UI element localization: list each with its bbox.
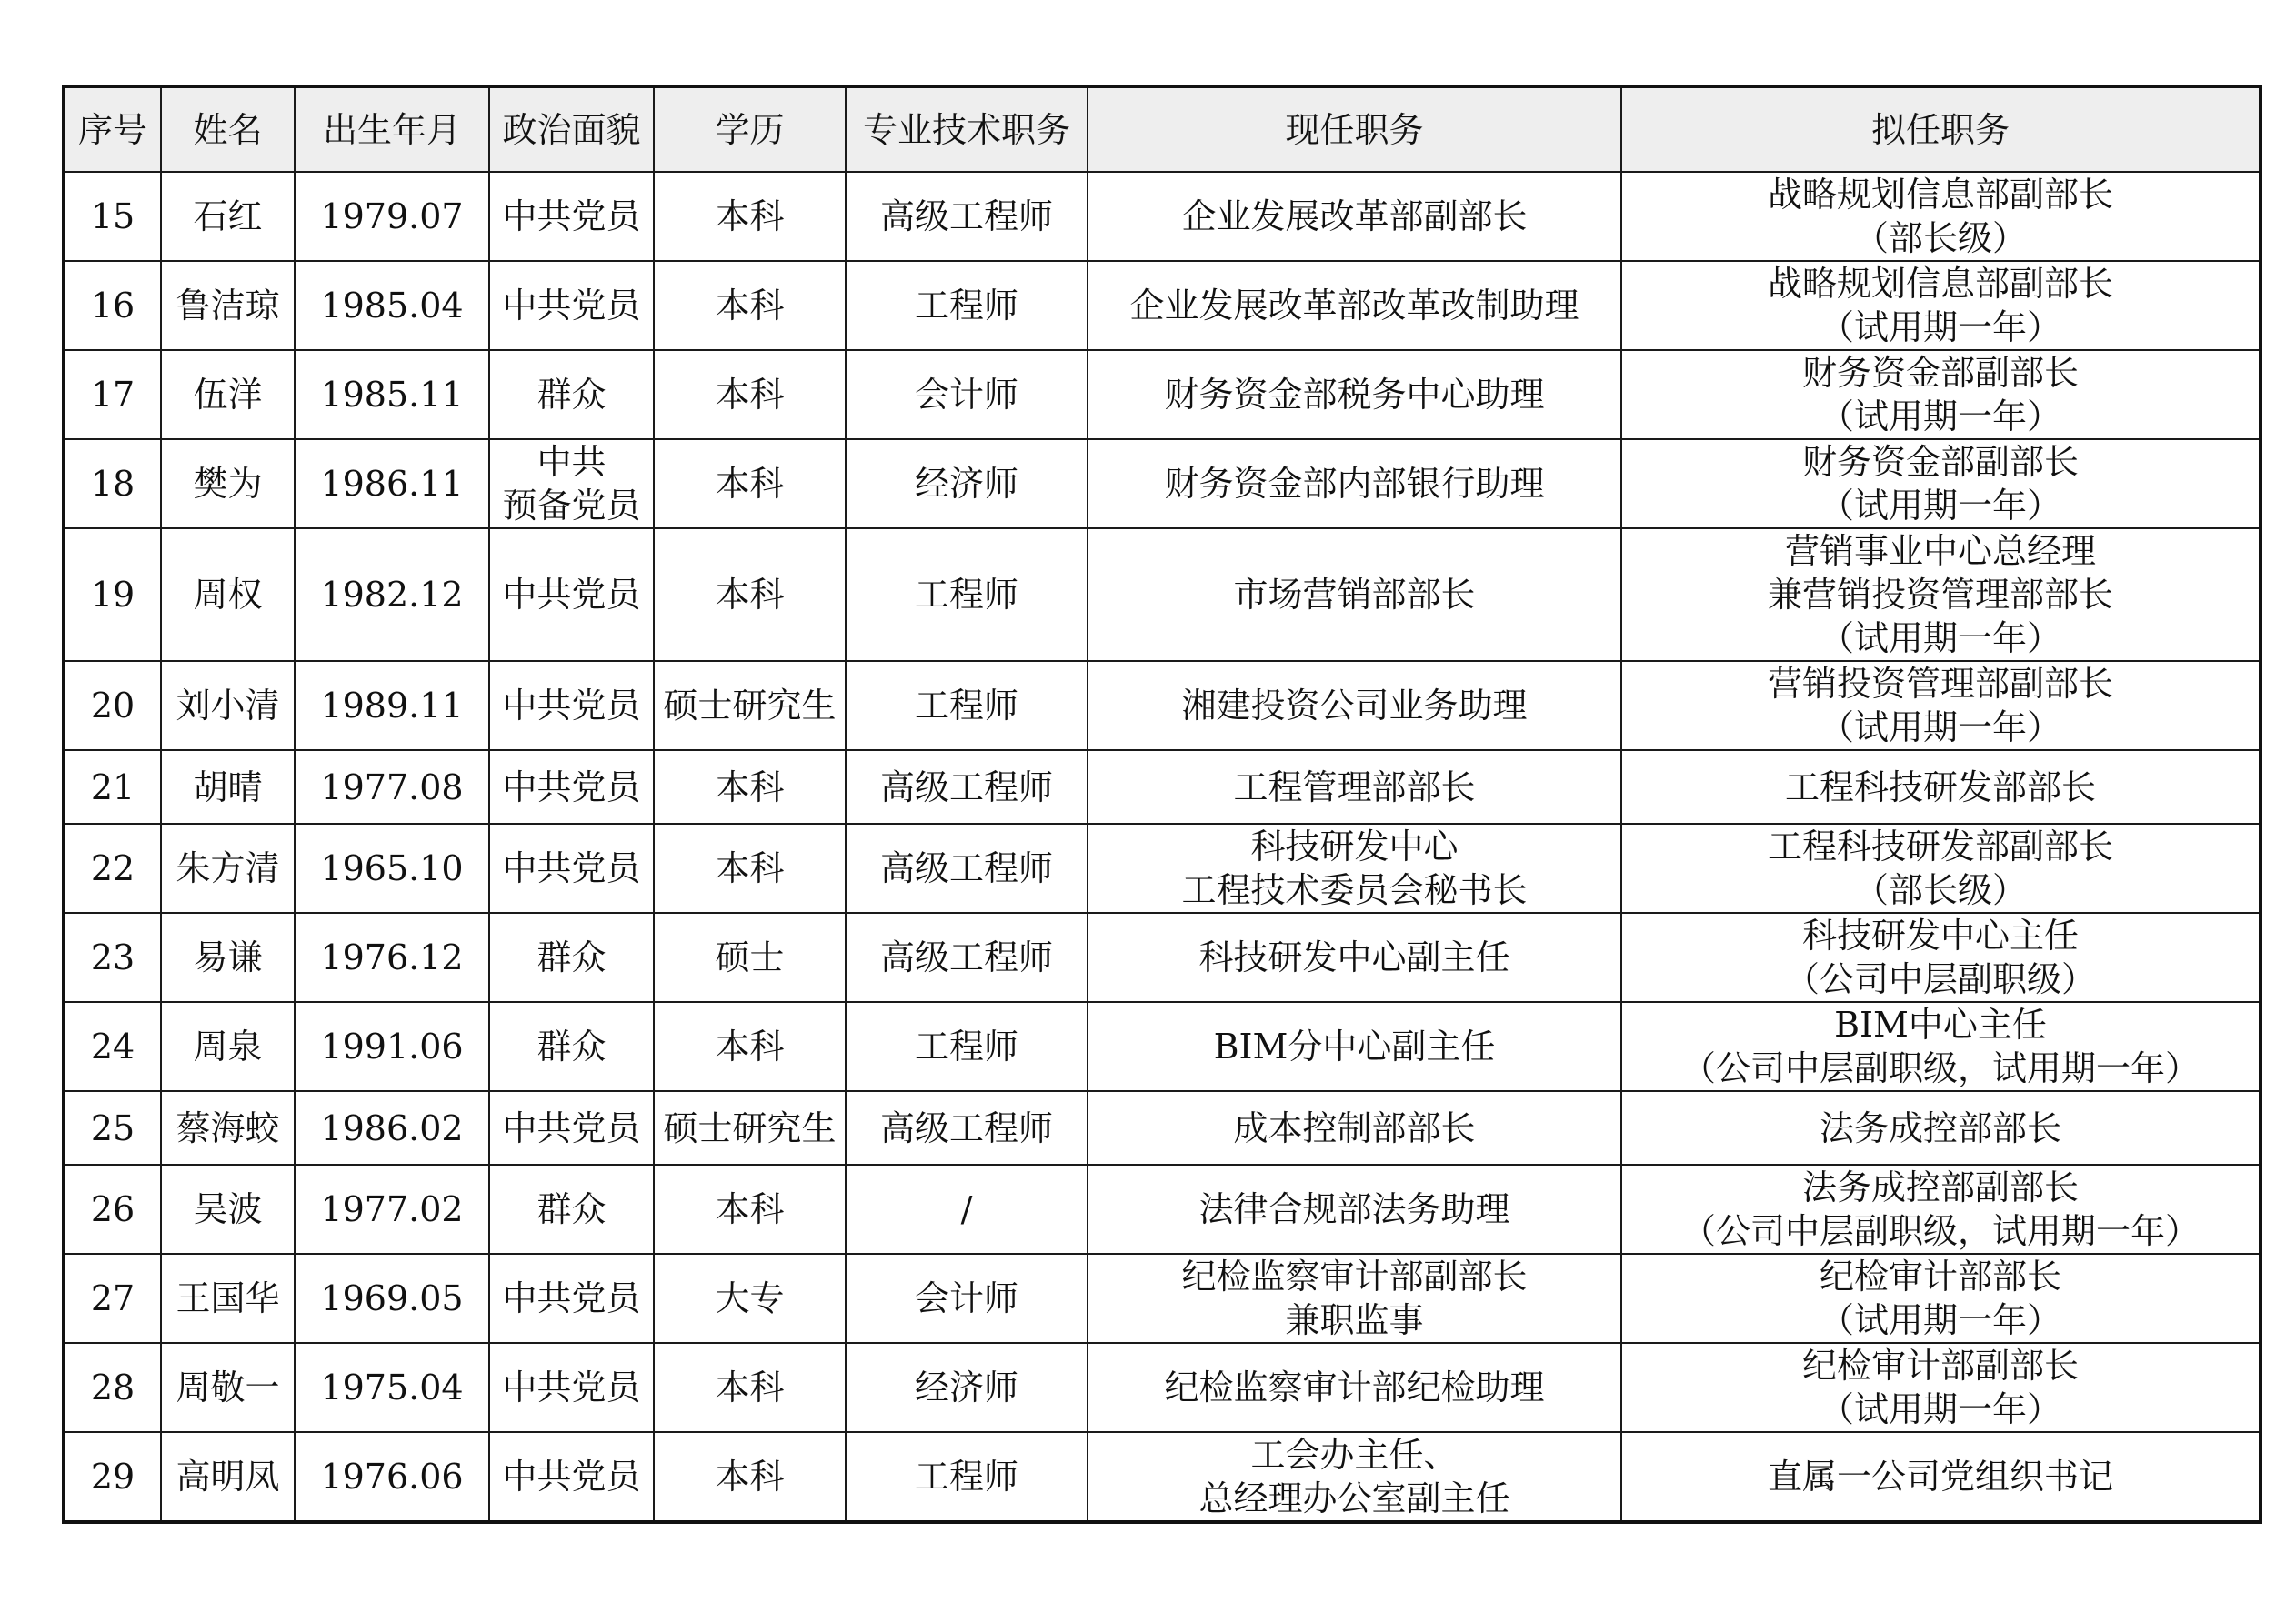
cell-current-position-line: 财务资金部内部银行助理 — [1164, 464, 1545, 504]
cell-birth-date: 1989.11 — [295, 661, 489, 750]
cell-proposed-position — [1621, 1002, 2261, 1091]
cell-political-status — [489, 528, 654, 661]
cell-education: 本科 — [654, 1002, 846, 1091]
cell-proposed-position-line: （部长级） — [1853, 870, 2027, 910]
cell-current-position — [1088, 172, 1621, 261]
cell-proposed-position-line: （试用期一年） — [1819, 307, 2061, 347]
cell-political-status-line: 中共党员 — [502, 1278, 641, 1318]
header-birth-date: 出生年月 — [295, 86, 489, 172]
table-body — [64, 172, 2261, 1522]
cell-current-position — [1088, 261, 1621, 350]
cell-birth-date: 1976.12 — [295, 913, 489, 1002]
header-number: 序号 — [64, 86, 161, 172]
table-row — [64, 1254, 2261, 1343]
cell-proposed-position-line: 财务资金部副部长 — [1801, 442, 2079, 482]
cell-number: 20 — [64, 661, 161, 750]
cell-education: 本科 — [654, 1432, 846, 1522]
table-header-row — [64, 86, 2261, 172]
cell-birth-date: 1975.04 — [295, 1343, 489, 1432]
cell-current-position-line: 财务资金部税务中心助理 — [1164, 375, 1545, 415]
cell-political-status — [489, 750, 654, 824]
cell-political-status-line: 群众 — [536, 1027, 607, 1067]
cell-birth-date: 1985.04 — [295, 261, 489, 350]
cell-political-status — [489, 824, 654, 913]
cell-education: 本科 — [654, 1165, 846, 1254]
cell-number: 28 — [64, 1343, 161, 1432]
appointment-table — [62, 85, 2262, 1524]
cell-professional-title: 经济师 — [846, 1343, 1088, 1432]
cell-name: 易谦 — [161, 913, 295, 1002]
cell-political-status — [489, 1254, 654, 1343]
cell-name: 吴波 — [161, 1165, 295, 1254]
cell-political-status-line: 群众 — [536, 1189, 607, 1229]
cell-name: 王国华 — [161, 1254, 295, 1343]
cell-proposed-position — [1621, 172, 2261, 261]
cell-birth-date: 1979.07 — [295, 172, 489, 261]
cell-political-status-line: 中共党员 — [502, 848, 641, 888]
cell-proposed-position-line: （试用期一年） — [1819, 396, 2061, 436]
cell-education: 硕士 — [654, 913, 846, 1002]
cell-professional-title: 会计师 — [846, 350, 1088, 439]
cell-political-status-line: 中共党员 — [502, 1107, 641, 1148]
cell-political-status-line: 中共党员 — [502, 1368, 641, 1408]
cell-current-position-line: 成本控制部部长 — [1233, 1107, 1476, 1148]
cell-political-status — [489, 1165, 654, 1254]
cell-current-position-line: 市场营销部部长 — [1233, 575, 1476, 615]
cell-name: 周泉 — [161, 1002, 295, 1091]
cell-birth-date: 1986.11 — [295, 439, 489, 528]
table-row — [64, 661, 2261, 750]
cell-proposed-position-line: （试用期一年） — [1819, 486, 2061, 526]
cell-education: 本科 — [654, 824, 846, 913]
table-row — [64, 1343, 2261, 1432]
cell-name: 高明凤 — [161, 1432, 295, 1522]
cell-name: 刘小清 — [161, 661, 295, 750]
cell-political-status-line: 群众 — [536, 937, 607, 977]
table-row — [64, 1432, 2261, 1522]
table-row — [64, 439, 2261, 528]
table-row — [64, 1091, 2261, 1165]
cell-current-position — [1088, 1343, 1621, 1432]
cell-political-status — [489, 1343, 654, 1432]
cell-proposed-position-line: 纪检审计部部长 — [1819, 1257, 2061, 1297]
table-row — [64, 1002, 2261, 1091]
header-professional-title: 专业技术职务 — [846, 86, 1088, 172]
table-row — [64, 350, 2261, 439]
cell-proposed-position — [1621, 661, 2261, 750]
cell-education: 本科 — [654, 172, 846, 261]
cell-political-status-line: 中共党员 — [502, 686, 641, 726]
cell-number: 24 — [64, 1002, 161, 1091]
cell-number: 19 — [64, 528, 161, 661]
cell-political-status-line: 中共 — [536, 442, 607, 482]
cell-name: 朱方清 — [161, 824, 295, 913]
cell-number: 22 — [64, 824, 161, 913]
cell-political-status — [489, 172, 654, 261]
cell-current-position-line: 企业发展改革部副部长 — [1181, 196, 1528, 236]
cell-education: 本科 — [654, 1343, 846, 1432]
cell-name: 周权 — [161, 528, 295, 661]
cell-birth-date: 1991.06 — [295, 1002, 489, 1091]
cell-political-status-line: 中共党员 — [502, 766, 641, 807]
cell-proposed-position-line: （试用期一年） — [1819, 1300, 2061, 1340]
cell-political-status — [489, 661, 654, 750]
cell-current-position — [1088, 1165, 1621, 1254]
cell-political-status — [489, 1091, 654, 1165]
header-name: 姓名 — [161, 86, 295, 172]
cell-proposed-position-line: （部长级） — [1853, 218, 2027, 258]
cell-proposed-position-line: （试用期一年） — [1819, 618, 2061, 658]
cell-proposed-position-line: 战略规划信息部副部长 — [1767, 175, 2113, 215]
cell-name: 胡晴 — [161, 750, 295, 824]
cell-birth-date: 1985.11 — [295, 350, 489, 439]
cell-proposed-position — [1621, 1254, 2261, 1343]
header-proposed-position: 拟任职务 — [1621, 86, 2261, 172]
cell-professional-title: 高级工程师 — [846, 172, 1088, 261]
cell-proposed-position-line: 战略规划信息部副部长 — [1767, 264, 2113, 304]
cell-proposed-position — [1621, 1432, 2261, 1522]
cell-current-position-line: 总经理办公室副主任 — [1198, 1478, 1510, 1518]
cell-professional-title: 工程师 — [846, 661, 1088, 750]
cell-professional-title: 高级工程师 — [846, 824, 1088, 913]
cell-proposed-position — [1621, 439, 2261, 528]
table-row — [64, 824, 2261, 913]
cell-number: 23 — [64, 913, 161, 1002]
cell-proposed-position-line: 法务成控部部长 — [1819, 1107, 2061, 1148]
cell-political-status-line: 中共党员 — [502, 286, 641, 326]
cell-current-position — [1088, 439, 1621, 528]
cell-education: 本科 — [654, 261, 846, 350]
cell-education: 硕士研究生 — [654, 1091, 846, 1165]
cell-proposed-position-line: 营销事业中心总经理 — [1784, 531, 2096, 571]
table-row — [64, 1165, 2261, 1254]
cell-number: 16 — [64, 261, 161, 350]
cell-name: 鲁洁琼 — [161, 261, 295, 350]
cell-proposed-position-line: （公司中层副职级） — [1784, 959, 2096, 999]
cell-current-position-line: 纪检监察审计部纪检助理 — [1164, 1368, 1545, 1408]
cell-proposed-position-line: 直属一公司党组织书记 — [1767, 1457, 2113, 1497]
cell-birth-date: 1976.06 — [295, 1432, 489, 1522]
cell-professional-title: 工程师 — [846, 261, 1088, 350]
cell-proposed-position-line: （试用期一年） — [1819, 1389, 2061, 1429]
cell-education: 本科 — [654, 439, 846, 528]
cell-professional-title: / — [846, 1165, 1088, 1254]
cell-current-position-line: 工会办主任、 — [1250, 1435, 1459, 1475]
cell-proposed-position-line: 法务成控部副部长 — [1801, 1167, 2079, 1207]
cell-proposed-position-line: BIM中心主任 — [1834, 1005, 2047, 1045]
cell-professional-title: 高级工程师 — [846, 750, 1088, 824]
cell-professional-title: 工程师 — [846, 1432, 1088, 1522]
cell-proposed-position — [1621, 1165, 2261, 1254]
cell-current-position — [1088, 1432, 1621, 1522]
cell-number: 21 — [64, 750, 161, 824]
cell-birth-date: 1977.02 — [295, 1165, 489, 1254]
cell-current-position-line: 科技研发中心 — [1250, 827, 1459, 867]
cell-birth-date: 1977.08 — [295, 750, 489, 824]
cell-political-status — [489, 350, 654, 439]
cell-name: 蔡海蛟 — [161, 1091, 295, 1165]
cell-current-position — [1088, 1091, 1621, 1165]
cell-proposed-position — [1621, 1091, 2261, 1165]
table-row — [64, 261, 2261, 350]
cell-current-position — [1088, 528, 1621, 661]
cell-political-status — [489, 913, 654, 1002]
cell-proposed-position — [1621, 913, 2261, 1002]
cell-professional-title: 工程师 — [846, 528, 1088, 661]
cell-current-position — [1088, 350, 1621, 439]
cell-political-status-line: 预备党员 — [502, 486, 641, 526]
cell-proposed-position-line: 兼营销投资管理部部长 — [1767, 575, 2113, 615]
cell-number: 18 — [64, 439, 161, 528]
cell-current-position-line: 纪检监察审计部副部长 — [1181, 1257, 1528, 1297]
cell-name: 樊为 — [161, 439, 295, 528]
cell-current-position-line: 科技研发中心副主任 — [1198, 937, 1510, 977]
cell-current-position-line: 工程管理部部长 — [1233, 766, 1476, 807]
cell-name: 石红 — [161, 172, 295, 261]
cell-education: 本科 — [654, 528, 846, 661]
cell-political-status — [489, 261, 654, 350]
table-row — [64, 172, 2261, 261]
header-political-status: 政治面貌 — [489, 86, 654, 172]
cell-proposed-position-line: 营销投资管理部副部长 — [1767, 664, 2113, 704]
cell-current-position — [1088, 1002, 1621, 1091]
cell-political-status-line: 中共党员 — [502, 1457, 641, 1497]
cell-proposed-position-line: 工程科技研发部部长 — [1784, 766, 2096, 807]
table-row — [64, 528, 2261, 661]
cell-proposed-position — [1621, 528, 2261, 661]
table-row — [64, 750, 2261, 824]
cell-current-position — [1088, 1254, 1621, 1343]
cell-political-status-line: 中共党员 — [502, 196, 641, 236]
cell-education: 本科 — [654, 750, 846, 824]
cell-proposed-position — [1621, 1343, 2261, 1432]
cell-proposed-position — [1621, 261, 2261, 350]
cell-current-position-line: 法律合规部法务助理 — [1198, 1189, 1510, 1229]
cell-number: 27 — [64, 1254, 161, 1343]
cell-political-status — [489, 1002, 654, 1091]
cell-birth-date: 1986.02 — [295, 1091, 489, 1165]
cell-professional-title: 高级工程师 — [846, 913, 1088, 1002]
cell-education: 大专 — [654, 1254, 846, 1343]
cell-political-status-line: 群众 — [536, 375, 607, 415]
cell-number: 26 — [64, 1165, 161, 1254]
cell-proposed-position-line: 财务资金部副部长 — [1801, 353, 2079, 393]
cell-name: 伍洋 — [161, 350, 295, 439]
header-current-position: 现任职务 — [1088, 86, 1621, 172]
appointment-sheet — [62, 85, 2259, 1524]
cell-proposed-position-line: （公司中层副职级，试用期一年） — [1680, 1048, 2200, 1088]
cell-current-position — [1088, 824, 1621, 913]
cell-proposed-position-line: 工程科技研发部副部长 — [1767, 827, 2113, 867]
cell-number: 25 — [64, 1091, 161, 1165]
cell-current-position — [1088, 750, 1621, 824]
cell-education: 本科 — [654, 350, 846, 439]
cell-current-position-line: 湘建投资公司业务助理 — [1181, 686, 1528, 726]
cell-education: 硕士研究生 — [654, 661, 846, 750]
cell-professional-title: 高级工程师 — [846, 1091, 1088, 1165]
cell-political-status-line: 中共党员 — [502, 575, 641, 615]
cell-professional-title: 经济师 — [846, 439, 1088, 528]
cell-name: 周敬一 — [161, 1343, 295, 1432]
cell-political-status — [489, 439, 654, 528]
cell-proposed-position — [1621, 350, 2261, 439]
cell-number: 15 — [64, 172, 161, 261]
cell-birth-date: 1965.10 — [295, 824, 489, 913]
cell-professional-title: 会计师 — [846, 1254, 1088, 1343]
cell-proposed-position — [1621, 824, 2261, 913]
table-row — [64, 913, 2261, 1002]
cell-current-position — [1088, 661, 1621, 750]
cell-number: 29 — [64, 1432, 161, 1522]
cell-birth-date: 1982.12 — [295, 528, 489, 661]
cell-proposed-position-line: （试用期一年） — [1819, 707, 2061, 747]
cell-proposed-position — [1621, 750, 2261, 824]
header-education: 学历 — [654, 86, 846, 172]
cell-number: 17 — [64, 350, 161, 439]
cell-current-position-line: 企业发展改革部改革改制助理 — [1129, 286, 1579, 326]
cell-current-position-line: 工程技术委员会秘书长 — [1181, 870, 1528, 910]
cell-proposed-position-line: 纪检审计部副部长 — [1801, 1346, 2079, 1386]
cell-proposed-position-line: （公司中层副职级，试用期一年） — [1680, 1211, 2200, 1251]
cell-current-position — [1088, 913, 1621, 1002]
cell-political-status — [489, 1432, 654, 1522]
cell-proposed-position-line: 科技研发中心主任 — [1801, 916, 2079, 956]
cell-birth-date: 1969.05 — [295, 1254, 489, 1343]
cell-professional-title: 工程师 — [846, 1002, 1088, 1091]
cell-current-position-line: BIM分中心副主任 — [1213, 1027, 1496, 1067]
cell-current-position-line: 兼职监事 — [1285, 1300, 1424, 1340]
